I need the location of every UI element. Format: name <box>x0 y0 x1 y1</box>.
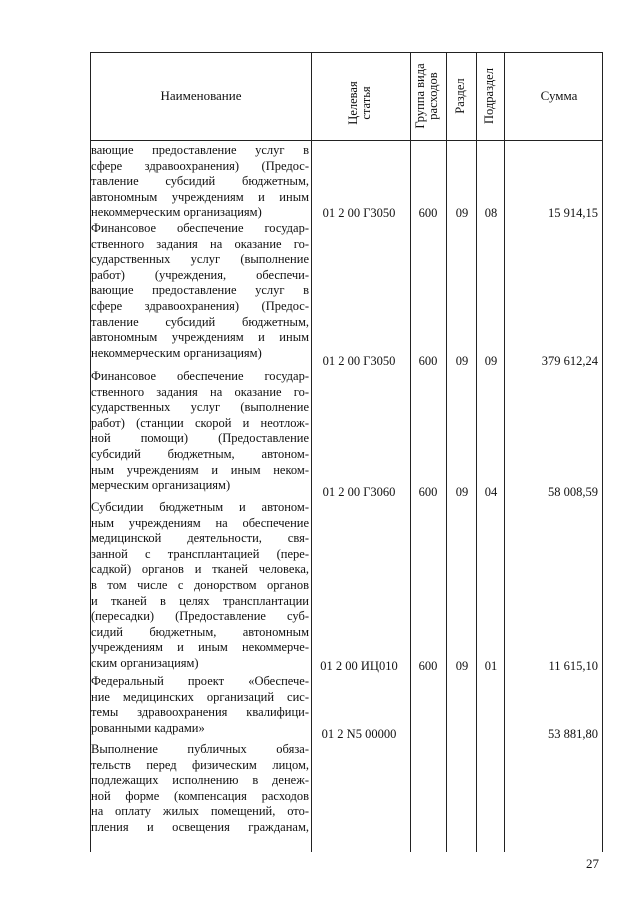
row-text-line: ние медицинских организаций сис- <box>91 689 309 704</box>
header-target-line1: Целевая <box>346 81 360 125</box>
expense-group-code: 600 <box>418 485 438 499</box>
target-article-code: 01 2 00 Г3050 <box>322 206 396 220</box>
section-code: 09 <box>455 354 469 368</box>
subsection-code: 01 <box>484 659 498 673</box>
header-section: Раздел <box>453 78 467 114</box>
expense-group-code: 600 <box>418 206 438 220</box>
row-text-line: Выполнение публичных обяза- <box>91 742 309 756</box>
header-target-article <box>347 53 375 153</box>
section-code: 09 <box>455 485 469 499</box>
row-text-line: рованными кадрами» <box>91 720 205 735</box>
amount: 11 615,10 <box>548 659 598 673</box>
column-border <box>476 52 477 852</box>
row-text-line: Финансовое обеспечение государ- <box>91 221 309 235</box>
row-text-line: занной с трансплантацией (пере- <box>91 546 309 561</box>
section-code: 09 <box>455 206 469 220</box>
column-border <box>446 52 447 852</box>
row-description <box>91 500 309 672</box>
row-text-line: ственного задания на оказание го- <box>91 236 309 251</box>
row-text-line: ной форме (компенсация расходов <box>91 788 309 803</box>
row-text-line: автономным учреждениям и иным <box>91 330 309 345</box>
row-text-line: сидий бюджетным, автономным <box>91 624 309 639</box>
row-text-line: Субсидии бюджетным и автоном- <box>91 500 309 514</box>
row-text-line: сударственных услуг (выполнение <box>91 400 309 415</box>
subsection-code: 04 <box>484 485 498 499</box>
row-text-line: учреждениям и иным некоммерче- <box>91 640 309 655</box>
row-description <box>91 742 309 836</box>
target-article-code: 01 2 00 ИЦ010 <box>320 659 398 673</box>
row-text-line: субсидий бюджетным, автоном- <box>91 446 309 461</box>
row-description <box>91 369 309 494</box>
row-text-line: некоммерческим организациям) <box>91 345 262 360</box>
target-article-code: 01 2 00 Г3050 <box>322 354 396 368</box>
row-description <box>91 674 309 736</box>
header-group-line1: Группа вида <box>413 63 427 129</box>
page-number: 27 <box>586 856 599 871</box>
header-expense-group <box>414 53 442 139</box>
row-description <box>91 143 309 221</box>
row-text-line: тавление субсидий бюджетным, <box>91 314 309 329</box>
row-text-line: вающие предоставление услуг в <box>91 283 309 298</box>
row-text-line: в том числе с донорством органов <box>91 577 309 592</box>
row-text-line: сфере здравоохранения) (Предос- <box>91 158 309 173</box>
row-text-line: работ) (учреждения, обеспечи- <box>91 267 309 282</box>
row-text-line: Федеральный проект «Обеспече- <box>91 674 309 688</box>
row-text-line: медицинской деятельности, свя- <box>91 531 309 546</box>
row-text-line: ной помощи) (Предоставление <box>91 431 309 446</box>
header-name: Наименование <box>160 88 242 103</box>
row-text-line: тельств перед физическим лицом, <box>91 757 309 772</box>
expense-group-code: 600 <box>418 354 438 368</box>
subsection-code: 09 <box>484 354 498 368</box>
row-text-line: автономным учреждениям и иным <box>91 189 309 204</box>
row-text-line: вающие предоставление услуг в <box>91 143 309 157</box>
column-border <box>410 52 411 852</box>
row-text-line: подлежащих исполнению в денеж- <box>91 773 309 788</box>
amount: 53 881,80 <box>548 727 598 741</box>
row-text-line: тавление субсидий бюджетным, <box>91 174 309 189</box>
column-border <box>602 52 603 852</box>
row-text-line: на оплату жилых помещений, ото- <box>91 804 309 819</box>
amount: 379 612,24 <box>541 354 598 368</box>
row-text-line: ным учреждениям на обеспечение <box>91 515 309 530</box>
row-text-line: пления и освещения гражданам, <box>91 819 309 834</box>
column-border <box>504 52 505 852</box>
row-text-line: работ) (станции скорой и неотлож- <box>91 415 309 430</box>
row-text-line: (пересадки) (Предоставление суб- <box>91 609 309 624</box>
row-text-line: некоммерческим организациям) <box>91 205 262 220</box>
row-text-line: ственного задания на оказание го- <box>91 384 309 399</box>
row-description <box>91 221 309 361</box>
target-article-code: 01 2 00 Г3060 <box>322 485 396 499</box>
header-target-line2: статья <box>359 86 373 120</box>
amount: 58 008,59 <box>548 485 598 499</box>
row-text-line: садкой) органов и тканей человека, <box>91 562 309 577</box>
amount: 15 914,15 <box>548 206 598 220</box>
header-sum: Сумма <box>540 88 578 103</box>
header-group-line2: расходов <box>426 72 440 120</box>
row-text-line: сударственных услуг (выполнение <box>91 252 309 267</box>
target-article-code: 01 2 N5 00000 <box>321 727 397 741</box>
row-text-line: ным учреждениям и иным неком- <box>91 462 309 477</box>
row-text-line: ским организациям) <box>91 655 199 670</box>
header-subsection: Подраздел <box>482 68 496 124</box>
row-text-line: Финансовое обеспечение государ- <box>91 369 309 383</box>
section-code: 09 <box>455 659 469 673</box>
expense-group-code: 600 <box>418 659 438 673</box>
row-text-line: мерческим организациям) <box>91 478 231 493</box>
row-text-line: и тканей в целях трансплантации <box>91 593 309 608</box>
row-text-line: темы здравоохранения квалифици- <box>91 705 309 720</box>
subsection-code: 08 <box>484 206 498 220</box>
row-text-line: сфере здравоохранения) (Предос- <box>91 298 309 313</box>
